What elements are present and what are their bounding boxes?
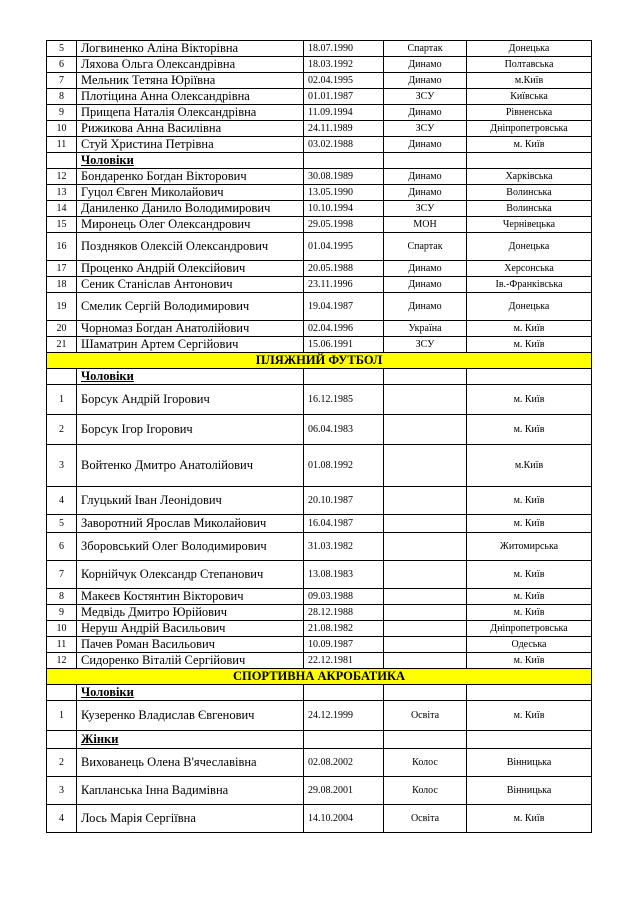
table-row [47,321,592,337]
empty-cell [467,731,592,749]
sport-club: Динамо [384,169,467,185]
table-row [47,653,592,669]
empty-cell [47,685,77,701]
region: м. Київ [467,487,592,515]
row-number: 11 [47,137,77,153]
sport-section-row [47,353,592,369]
row-number: 17 [47,261,77,277]
sport-section-title: ПЛЯЖНИЙ ФУТБОЛ [47,353,592,369]
sport-club: Колос [384,777,467,805]
athlete-name: Медвідь Дмитро Юрійович [77,605,304,621]
row-number: 4 [47,487,77,515]
athlete-name: Прищепа Наталія Олександрівна [77,105,304,121]
gender-heading-row [47,685,592,701]
row-number: 20 [47,321,77,337]
region: м. Київ [467,605,592,621]
region: м.Київ [467,445,592,487]
row-number: 19 [47,293,77,321]
birth-date: 13.08.1983 [304,561,384,589]
empty-cell [47,369,77,385]
gender-heading-label: Чоловіки [81,369,134,384]
athlete-name: Глуцький Іван Леонідович [77,487,304,515]
empty-cell [47,153,77,169]
birth-date: 21.08.1982 [304,621,384,637]
birth-date: 13.05.1990 [304,185,384,201]
empty-cell [304,369,384,385]
athlete-name: Даниленко Данило Володимирович [77,201,304,217]
birth-date: 15.06.1991 [304,337,384,353]
sport-club [384,445,467,487]
sport-club: МОН [384,217,467,233]
sport-section-title: СПОРТИВНА АКРОБАТИКА [47,669,592,685]
table-row [47,137,592,153]
region: Донецька [467,41,592,57]
birth-date: 20.05.1988 [304,261,384,277]
sport-club [384,515,467,533]
athlete-name: Кузеренко Владислав Євгенович [77,701,304,731]
birth-date: 11.09.1994 [304,105,384,121]
region: Ів.-Франківська [467,277,592,293]
birth-date: 02.08.2002 [304,749,384,777]
table-row [47,561,592,589]
empty-cell [384,731,467,749]
region: м. Київ [467,653,592,669]
row-number: 12 [47,653,77,669]
birth-date: 29.05.1998 [304,217,384,233]
region: м. Київ [467,415,592,445]
sport-club [384,533,467,561]
table-row [47,41,592,57]
athlete-name: Макеєв Костянтин Вікторович [77,589,304,605]
athlete-name: Заворотний Ярослав Миколайович [77,515,304,533]
sport-club: Спартак [384,233,467,261]
birth-date: 28.12.1988 [304,605,384,621]
gender-heading [77,153,304,169]
empty-cell [304,731,384,749]
region: Чернівецька [467,217,592,233]
table-row [47,515,592,533]
empty-cell [304,153,384,169]
region: м. Київ [467,805,592,833]
region: м. Київ [467,137,592,153]
region: м. Київ [467,515,592,533]
table-row [47,277,592,293]
table-row [47,487,592,515]
athlete-name: Пачев Роман Васильович [77,637,304,653]
row-number: 7 [47,561,77,589]
empty-cell [467,369,592,385]
sport-club [384,385,467,415]
sport-club: Динамо [384,277,467,293]
sport-club [384,653,467,669]
region: м. Київ [467,589,592,605]
gender-heading-label: Жінки [81,732,119,747]
athlete-name: Борсук Андрій Ігорович [77,385,304,415]
sport-club: Спартак [384,41,467,57]
empty-cell [384,369,467,385]
gender-heading-label: Чоловіки [81,685,134,700]
region: Херсонська [467,261,592,277]
row-number: 8 [47,589,77,605]
region: Донецька [467,233,592,261]
birth-date: 18.03.1992 [304,57,384,73]
sport-club: Динамо [384,293,467,321]
birth-date: 19.04.1987 [304,293,384,321]
row-number: 10 [47,121,77,137]
region: м. Київ [467,385,592,415]
sport-club [384,605,467,621]
sport-club: Динамо [384,261,467,277]
gender-heading [77,369,304,385]
sport-club [384,621,467,637]
table-row [47,169,592,185]
athlete-name: Лось Марія Сергіївна [77,805,304,833]
table-row [47,121,592,137]
athlete-name: Поздняков Олексій Олександрович [77,233,304,261]
sport-club: Динамо [384,57,467,73]
row-number: 4 [47,805,77,833]
table-row [47,89,592,105]
table-row [47,605,592,621]
table-row [47,293,592,321]
row-number: 2 [47,749,77,777]
table-row [47,185,592,201]
sport-club: Україна [384,321,467,337]
birth-date: 16.12.1985 [304,385,384,415]
empty-cell [47,731,77,749]
birth-date: 29.08.2001 [304,777,384,805]
athletes-table-body [47,41,592,833]
row-number: 16 [47,233,77,261]
gender-heading [77,731,304,749]
gender-heading-row [47,369,592,385]
sport-club: Динамо [384,137,467,153]
table-row [47,701,592,731]
birth-date: 01.01.1987 [304,89,384,105]
region: м. Київ [467,337,592,353]
row-number: 2 [47,415,77,445]
birth-date: 01.04.1995 [304,233,384,261]
birth-date: 10.10.1994 [304,201,384,217]
table-row [47,73,592,89]
birth-date: 22.12.1981 [304,653,384,669]
birth-date: 18.07.1990 [304,41,384,57]
table-row [47,337,592,353]
sport-club: ЗСУ [384,337,467,353]
birth-date: 02.04.1995 [304,73,384,89]
sport-club: Динамо [384,105,467,121]
row-number: 10 [47,621,77,637]
region: Донецька [467,293,592,321]
table-row [47,217,592,233]
birth-date: 31.03.1982 [304,533,384,561]
row-number: 5 [47,515,77,533]
athlete-name: Чорномаз Богдан Анатолійович [77,321,304,337]
birth-date: 01.08.1992 [304,445,384,487]
region: Київська [467,89,592,105]
row-number: 12 [47,169,77,185]
table-row [47,805,592,833]
athlete-name: Вихованець Олена В'ячеславівна [77,749,304,777]
row-number: 21 [47,337,77,353]
row-number: 7 [47,73,77,89]
athlete-name: Проценко Андрій Олексійович [77,261,304,277]
sport-club: ЗСУ [384,121,467,137]
athlete-name: Гуцол Євген Миколайович [77,185,304,201]
region: м. Київ [467,701,592,731]
table-row [47,57,592,73]
gender-heading-row [47,731,592,749]
table-row [47,385,592,415]
empty-cell [384,153,467,169]
athlete-name: Шаматрин Артем Сергійович [77,337,304,353]
row-number: 9 [47,605,77,621]
sport-section-row [47,669,592,685]
athlete-name: Рижикова Анна Василівна [77,121,304,137]
gender-heading-row [47,153,592,169]
table-row [47,621,592,637]
table-row [47,749,592,777]
sport-club: ЗСУ [384,89,467,105]
row-number: 18 [47,277,77,293]
sport-club [384,487,467,515]
table-row [47,261,592,277]
table-row [47,233,592,261]
row-number: 11 [47,637,77,653]
row-number: 13 [47,185,77,201]
athlete-name: Сидоренко Віталій Сергійович [77,653,304,669]
region: Рівненська [467,105,592,121]
row-number: 14 [47,201,77,217]
gender-heading [77,685,304,701]
sport-club: Динамо [384,185,467,201]
table-row [47,105,592,121]
region: Житомирська [467,533,592,561]
row-number: 5 [47,41,77,57]
birth-date: 14.10.2004 [304,805,384,833]
birth-date: 20.10.1987 [304,487,384,515]
region: Дніпропетровська [467,121,592,137]
sport-club [384,561,467,589]
region: Харківська [467,169,592,185]
athlete-name: Плотіцина Анна Олександрівна [77,89,304,105]
region: Одеська [467,637,592,653]
region: Вінницька [467,777,592,805]
birth-date: 30.08.1989 [304,169,384,185]
birth-date: 24.12.1999 [304,701,384,731]
row-number: 6 [47,57,77,73]
region: Волинська [467,201,592,217]
athletes-table [46,40,592,833]
region: м. Київ [467,321,592,337]
birth-date: 10.09.1987 [304,637,384,653]
sport-club: Освіта [384,805,467,833]
birth-date: 16.04.1987 [304,515,384,533]
region: Полтавська [467,57,592,73]
empty-cell [467,153,592,169]
athlete-name: Неруш Андрій Васильович [77,621,304,637]
athlete-name: Сеник Станіслав Антонович [77,277,304,293]
athlete-name: Зборовський Олег Володимирович [77,533,304,561]
athlete-name: Бондаренко Богдан Вікторович [77,169,304,185]
table-row [47,589,592,605]
athlete-name: Капланська Інна Вадимівна [77,777,304,805]
birth-date: 24.11.1989 [304,121,384,137]
sport-club: ЗСУ [384,201,467,217]
birth-date: 02.04.1996 [304,321,384,337]
table-row [47,777,592,805]
table-row [47,201,592,217]
row-number: 1 [47,701,77,731]
region: Дніпропетровська [467,621,592,637]
athlete-name: Войтенко Дмитро Анатолійович [77,445,304,487]
sport-club [384,637,467,653]
birth-date: 06.04.1983 [304,415,384,445]
athlete-name: Корнійчук Олександр Степанович [77,561,304,589]
gender-heading-label: Чоловіки [81,153,134,168]
sport-club [384,415,467,445]
table-row [47,445,592,487]
table-row [47,415,592,445]
athlete-name: Миронець Олег Олександрович [77,217,304,233]
row-number: 15 [47,217,77,233]
region: Волинська [467,185,592,201]
athlete-name: Логвиненко Аліна Вікторівна [77,41,304,57]
athlete-name: Ляхова Ольга Олександрівна [77,57,304,73]
athlete-name: Стуй Христина Петрівна [77,137,304,153]
empty-cell [304,685,384,701]
region: м.Київ [467,73,592,89]
table-row [47,637,592,653]
row-number: 6 [47,533,77,561]
row-number: 8 [47,89,77,105]
table-row [47,533,592,561]
athlete-name: Мельник Тетяна Юріївна [77,73,304,89]
row-number: 1 [47,385,77,415]
athlete-name: Борсук Ігор Ігорович [77,415,304,445]
empty-cell [384,685,467,701]
empty-cell [467,685,592,701]
birth-date: 03.02.1988 [304,137,384,153]
athlete-name: Смелик Сергій Володимирович [77,293,304,321]
birth-date: 09.03.1988 [304,589,384,605]
row-number: 9 [47,105,77,121]
row-number: 3 [47,445,77,487]
region: Вінницька [467,749,592,777]
sport-club: Динамо [384,73,467,89]
sport-club [384,589,467,605]
row-number: 3 [47,777,77,805]
sport-club: Освіта [384,701,467,731]
birth-date: 23.11.1996 [304,277,384,293]
sport-club: Колос [384,749,467,777]
region: м. Київ [467,561,592,589]
